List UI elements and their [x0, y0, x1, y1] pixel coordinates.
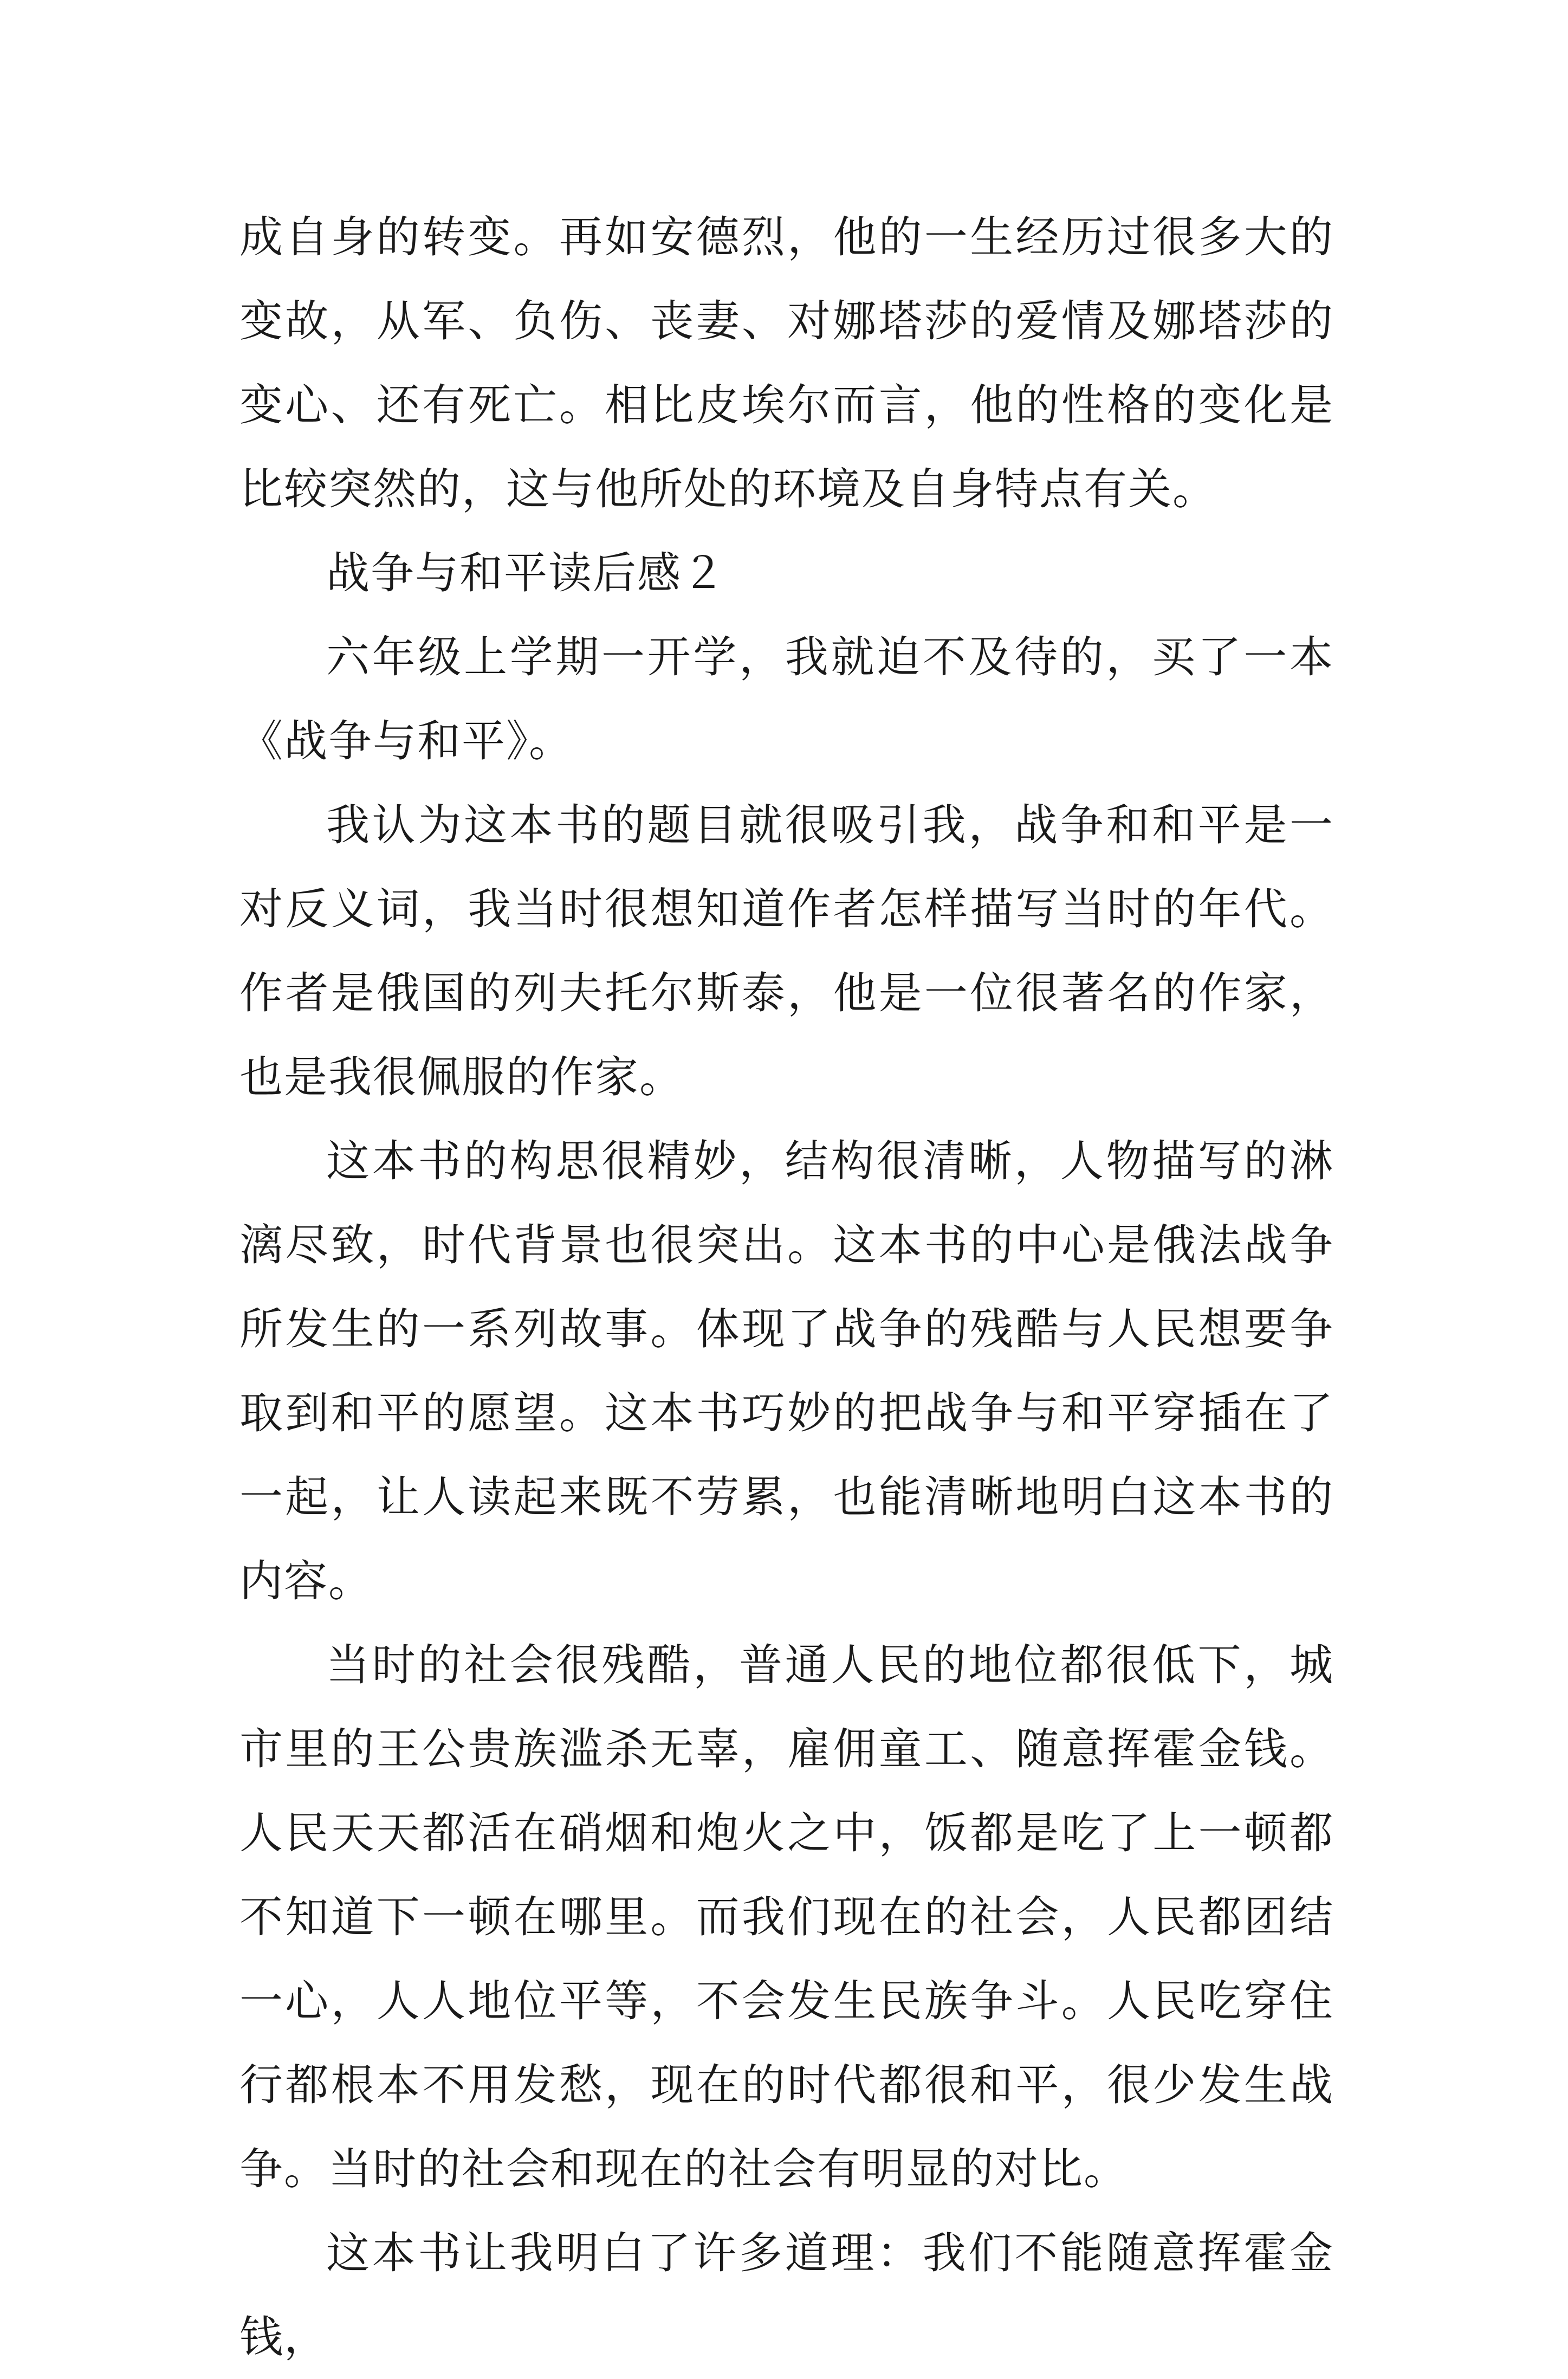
- document-body: [239, 195, 1334, 2379]
- paragraph: 我认为这本书的题目就很吸引我，战争和和平是一对反义词，我当时很想知道作者怎样描写当时的年代。作者是俄国的列夫托尔斯泰，他是一位很著名的作家，也是我很佩服的作家。: [239, 800, 1334, 1102]
- paragraph: 这本书的构思很精妙，结构很清晰，人物描写的淋漓尽致，时代背景也很突出。这本书的中心是俄法战争所发生的一系列故事。体现了战争的残酷与人民想要争取到和平的愿望。这本书巧妙的把战争与和平穿插在了一起，让人读起来既不劳累，也能清晰地明白这本书的内容。: [239, 1136, 1334, 1606]
- section-heading: 战争与和平读后感２: [326, 548, 726, 598]
- paragraph: 六年级上学期一开学，我就迫不及待的，买了一本《战争与和平》。: [239, 632, 1334, 766]
- paragraph: 当时的社会很残酷，普通人民的地位都很低下，城市里的王公贵族滥杀无辜，雇佣童工、随意挥霍金钱。人民天天都活在硝烟和炮火之中，饭都是吃了上一顿都不知道下一顿在哪里。而我们现在的社会，人民都团结一心，人人地位平等，不会发生民族争斗。人民吃穿住行都根本不用发愁，现在的时代都很和平，很少发生战争。当时的社会和现在的社会有明显的对比。: [239, 1640, 1334, 2194]
- paragraph: 这本书让我明白了许多道理：我们不能随意挥霍金钱，: [239, 2228, 1334, 2362]
- paragraph-continuation: 成自身的转变。再如安德烈，他的一生经历过很多大的变故，从军、负伤、丧妻、对娜塔莎的爱情及娜塔莎的变心、还有死亡。相比皮埃尔而言，他的性格的变化是比较突然的，这与他所处的环境及自身特点有关。: [239, 212, 1334, 514]
